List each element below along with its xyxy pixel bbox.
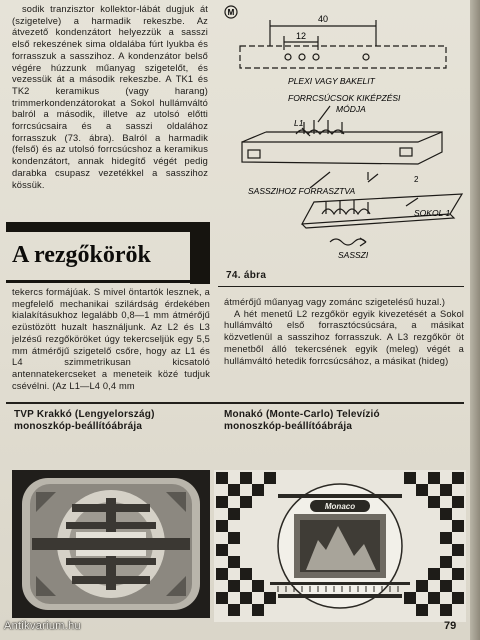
- bottom-left-paragraph: tekercs formájúak. S mivel öntartók lesznek, a megfelelő mechanikai szilárdság érdekében kialakításukhoz legalább 0,8—1 mm átmérőjű ezüstözött huzalt használjunk. Az L2 és L3 jelzésű rezgőköröket úgy tekercseljük egy 5,5 mm átmérőjű szigetelő csőre, hogy az L1 és L4 szimmetrikusan kicsatoló antennatekercseket a meneteik közé tudjuk csévélni. (Az L1—L4 0,4 mm: [12, 287, 210, 391]
- monaco-logo-text: Monaco: [324, 502, 356, 511]
- bottom-right-paragraph-2: A hét menetű L2 rezgőkör egyik kivezetését a Sokol hullámváltó első forrasztócsúcsára, a másikat közvetlenül a sasszihoz forrasszuk. A L3 rezgőkör öt menetből álló tekercsének egyik (meleg) végét a hullámváltó hetedik forrcsúcsához, a másikat (hideg): [224, 308, 464, 366]
- figure-dim-outer: 40: [317, 14, 329, 24]
- figure-label-forr-2: MÓDJA: [336, 104, 366, 114]
- heading-top-bar: [6, 222, 210, 232]
- figure-bottom-rule: [218, 286, 464, 287]
- figure-m-label: M: [227, 8, 235, 17]
- bottom-left-column: [12, 287, 210, 397]
- figure-74-drawing: [218, 2, 464, 268]
- section-separator: [6, 402, 464, 404]
- watermark: Antikvarium.hu: [4, 620, 81, 632]
- caption-monaco-line-1: Monakó (Monte-Carlo) Televízió: [224, 409, 380, 420]
- top-paragraph-column: [12, 4, 208, 222]
- caption-krakow-line-2: monoszkóp-beállítóábrája: [14, 421, 143, 432]
- bottom-right-column: [224, 297, 464, 397]
- monaco-test-card-photo: [214, 470, 466, 622]
- top-paragraph: sodik tranzisztor kollektor-lábát dugjuk át (szigetelve) a harmadik rekeszbe. Az átvezető kondenzátort helyezzük a sasszi első rekeszének sima oldalába fúrt lyukba és forrasszuk a sasszihoz. A kondenzátor belső végére húzzunk műanyag szigetelőt, és vezessük át a második rekeszbe. A TK1 és TK2 keramikus (vagy harang) trimmerkondenzátorokat a Sokol hullámváltó balról a második, illetve az utolsó előtti forrcsúcsaira és a sasszi oldalához forrasszuk (73. ábra). Balról a harmadik (felső) és az utolsó forrcsúcshoz a keramikus kondenzátort, annak hidegítő végét pedig darabka csupasz vezetékkel a sasszihoz kössük.: [12, 4, 208, 190]
- figure-label-forr-1: FORRCSÚCSOK KIKÉPZÉSI: [288, 93, 401, 103]
- figure-dim-inner: 12: [295, 31, 307, 41]
- caption-monaco: [224, 409, 464, 433]
- figure-label-plexi: PLEXI VAGY BAKELIT: [288, 76, 375, 86]
- page-edge-shadow: [470, 0, 480, 640]
- caption-krakow: [14, 409, 214, 433]
- bottom-right-paragraph-1: átmérőjű műanyag vagy zománc szigetelésű huzal.): [224, 297, 446, 307]
- figure-label-l1: L1: [294, 118, 304, 128]
- figure-label-2: 2: [414, 175, 419, 184]
- figure-label-sasszihoz: SASSZIHOZ FORRASZTVA: [248, 186, 356, 196]
- krakow-test-card-photo: [12, 470, 210, 618]
- section-heading: A rezgőkörök: [12, 242, 151, 268]
- heading-side-bar: [190, 232, 210, 284]
- figure-label-sokol: SOKOL 1: [414, 208, 451, 218]
- figure-label-sasszi: SASSZI: [338, 250, 369, 260]
- page-number: 79: [444, 620, 457, 632]
- caption-monaco-line-2: monoszkóp-beállítóábrája: [224, 421, 353, 432]
- figure-caption: 74. ábra: [226, 270, 267, 281]
- caption-krakow-line-1: TVP Krakkó (Lengyelország): [14, 409, 155, 420]
- heading-underline: [6, 280, 210, 283]
